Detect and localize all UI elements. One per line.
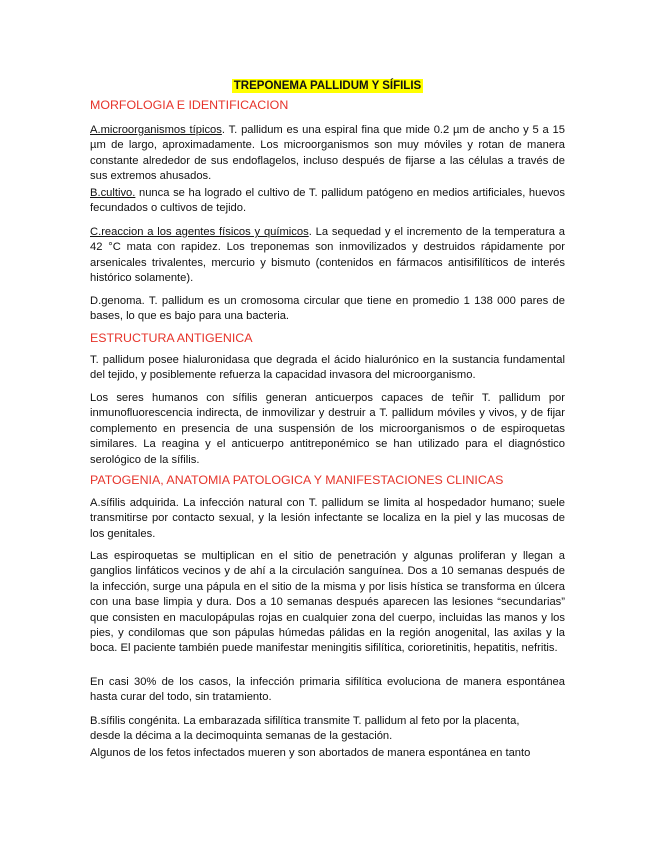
paragraph-c — [90, 225, 565, 287]
paragraph-c-label: C.reaccion a los agentes físicos y químicos — [90, 226, 309, 238]
paragraph-b-label: B.cultivo. — [90, 187, 136, 199]
paragraph-p4-line1: B.sífilis congénita. La embarazada sifilítica transmite T. pallidum al feto por la placenta, — [90, 715, 520, 727]
paragraph-d: D.genoma. T. pallidum es un cromosoma circular que tiene en promedio 1 138 000 pares de bases, lo que es bajo para una bacteria. — [90, 295, 565, 323]
paragraph-p2: Las espiroquetas se multiplican en el sitio de penetración y algunas proliferan y llegan a ganglios linfáticos vecinos y de ahí a la circulación sanguínea. Dos a 10 semanas después de la infección, surge una pápula en el sitio de la misma y por lisis hística se transforma en úlcera con una base limpia y dura. Dos a 10 semanas después aparecen las lesiones “secundarias” que consisten en maculopápulas rojas en cualquier zona del cuerpo, incluidas las manos y los pies, y condilomas que son pápulas húmedas pálidas en la región anogenital, las axilas y la boca. El paciente también puede manifestar meningitis sifilítica, corioretinitis, hepatitis, nefritis. — [90, 550, 565, 655]
paragraph-c-text: . La sequedad y el incremento de la temperatura a 42 °C mata con rapidez. Los treponemas son inmovilizados y destruidos rápidamente por arsenicales trivalentes, mercurio y bismuto (contenidos en fármacos antisifilíticos de interés histórico solamente). — [90, 226, 565, 285]
heading-morfologia: MORFOLOGIA E IDENTIFICACION — [90, 98, 289, 112]
paragraph-e2: Los seres humanos con sífilis generan anticuerpos capaces de teñir T. pallidum por inmunofluorescencia indirecta, de inmovilizar y destruir a T. pallidum móviles y vivos, y de fijar complemento en presencia de una suspensión de los microorganismos o de espiroquetas similares. La reagina y el anticuerpo antitreponémico se han utilizado para el diagnóstico serológico de la sífilis. — [90, 392, 565, 466]
paragraph-e1: T. pallidum posee hialuronidasa que degrada el ácido hialurónico en la sustancia fundamental del tejido, y posiblemente refuerza la capacidad invasora del microorganismo. — [90, 354, 565, 382]
paragraph-p4-line2: desde la décima a la decimoquinta semanas de la gestación. — [90, 730, 393, 743]
paragraph-a — [90, 123, 565, 185]
document-title: TREPONEMA PALLIDUM Y SÍFILIS — [233, 80, 422, 92]
heading-estructura: ESTRUCTURA ANTIGENICA — [90, 331, 253, 345]
paragraph-p1: A.sífilis adquirida. La infección natural con T. pallidum se limita al hospedador humano; suele transmitirse por contacto sexual, y la lesión infectante se localiza en la piel y las mucosas de los genitales. — [90, 497, 565, 540]
paragraph-p5: Algunos de los fetos infectados mueren y son abortados de manera espontánea en tanto — [90, 747, 531, 759]
paragraph-p4 — [90, 714, 565, 745]
paragraph-b — [90, 186, 565, 217]
paragraph-p3: En casi 30% de los casos, la infección primaria sifilítica evoluciona de manera espontánea hasta curar del todo, sin tratamiento. — [90, 676, 565, 704]
paragraph-a-label: A.microorganismos típicos — [90, 124, 222, 136]
title-wrap — [0, 79, 655, 94]
paragraph-a-text: . T. pallidum es una espiral fina que mide 0.2 µm de ancho y 5 a 15 µm de largo, aproximadamente. Los microorganismos son muy móviles y rotan de manera constante alrededor de sus endoflagelos, incluso después de fijarse a las células a través de sus extremos ahusados. — [90, 124, 565, 183]
paragraph-b-text: nunca se ha logrado el cultivo de T. pallidum patógeno en medios artificiales, huevos fecundados o cultivos de tejido. — [90, 187, 565, 215]
heading-patogenia: PATOGENIA, ANATOMIA PATOLOGICA Y MANIFESTACIONES CLINICAS — [90, 473, 504, 487]
